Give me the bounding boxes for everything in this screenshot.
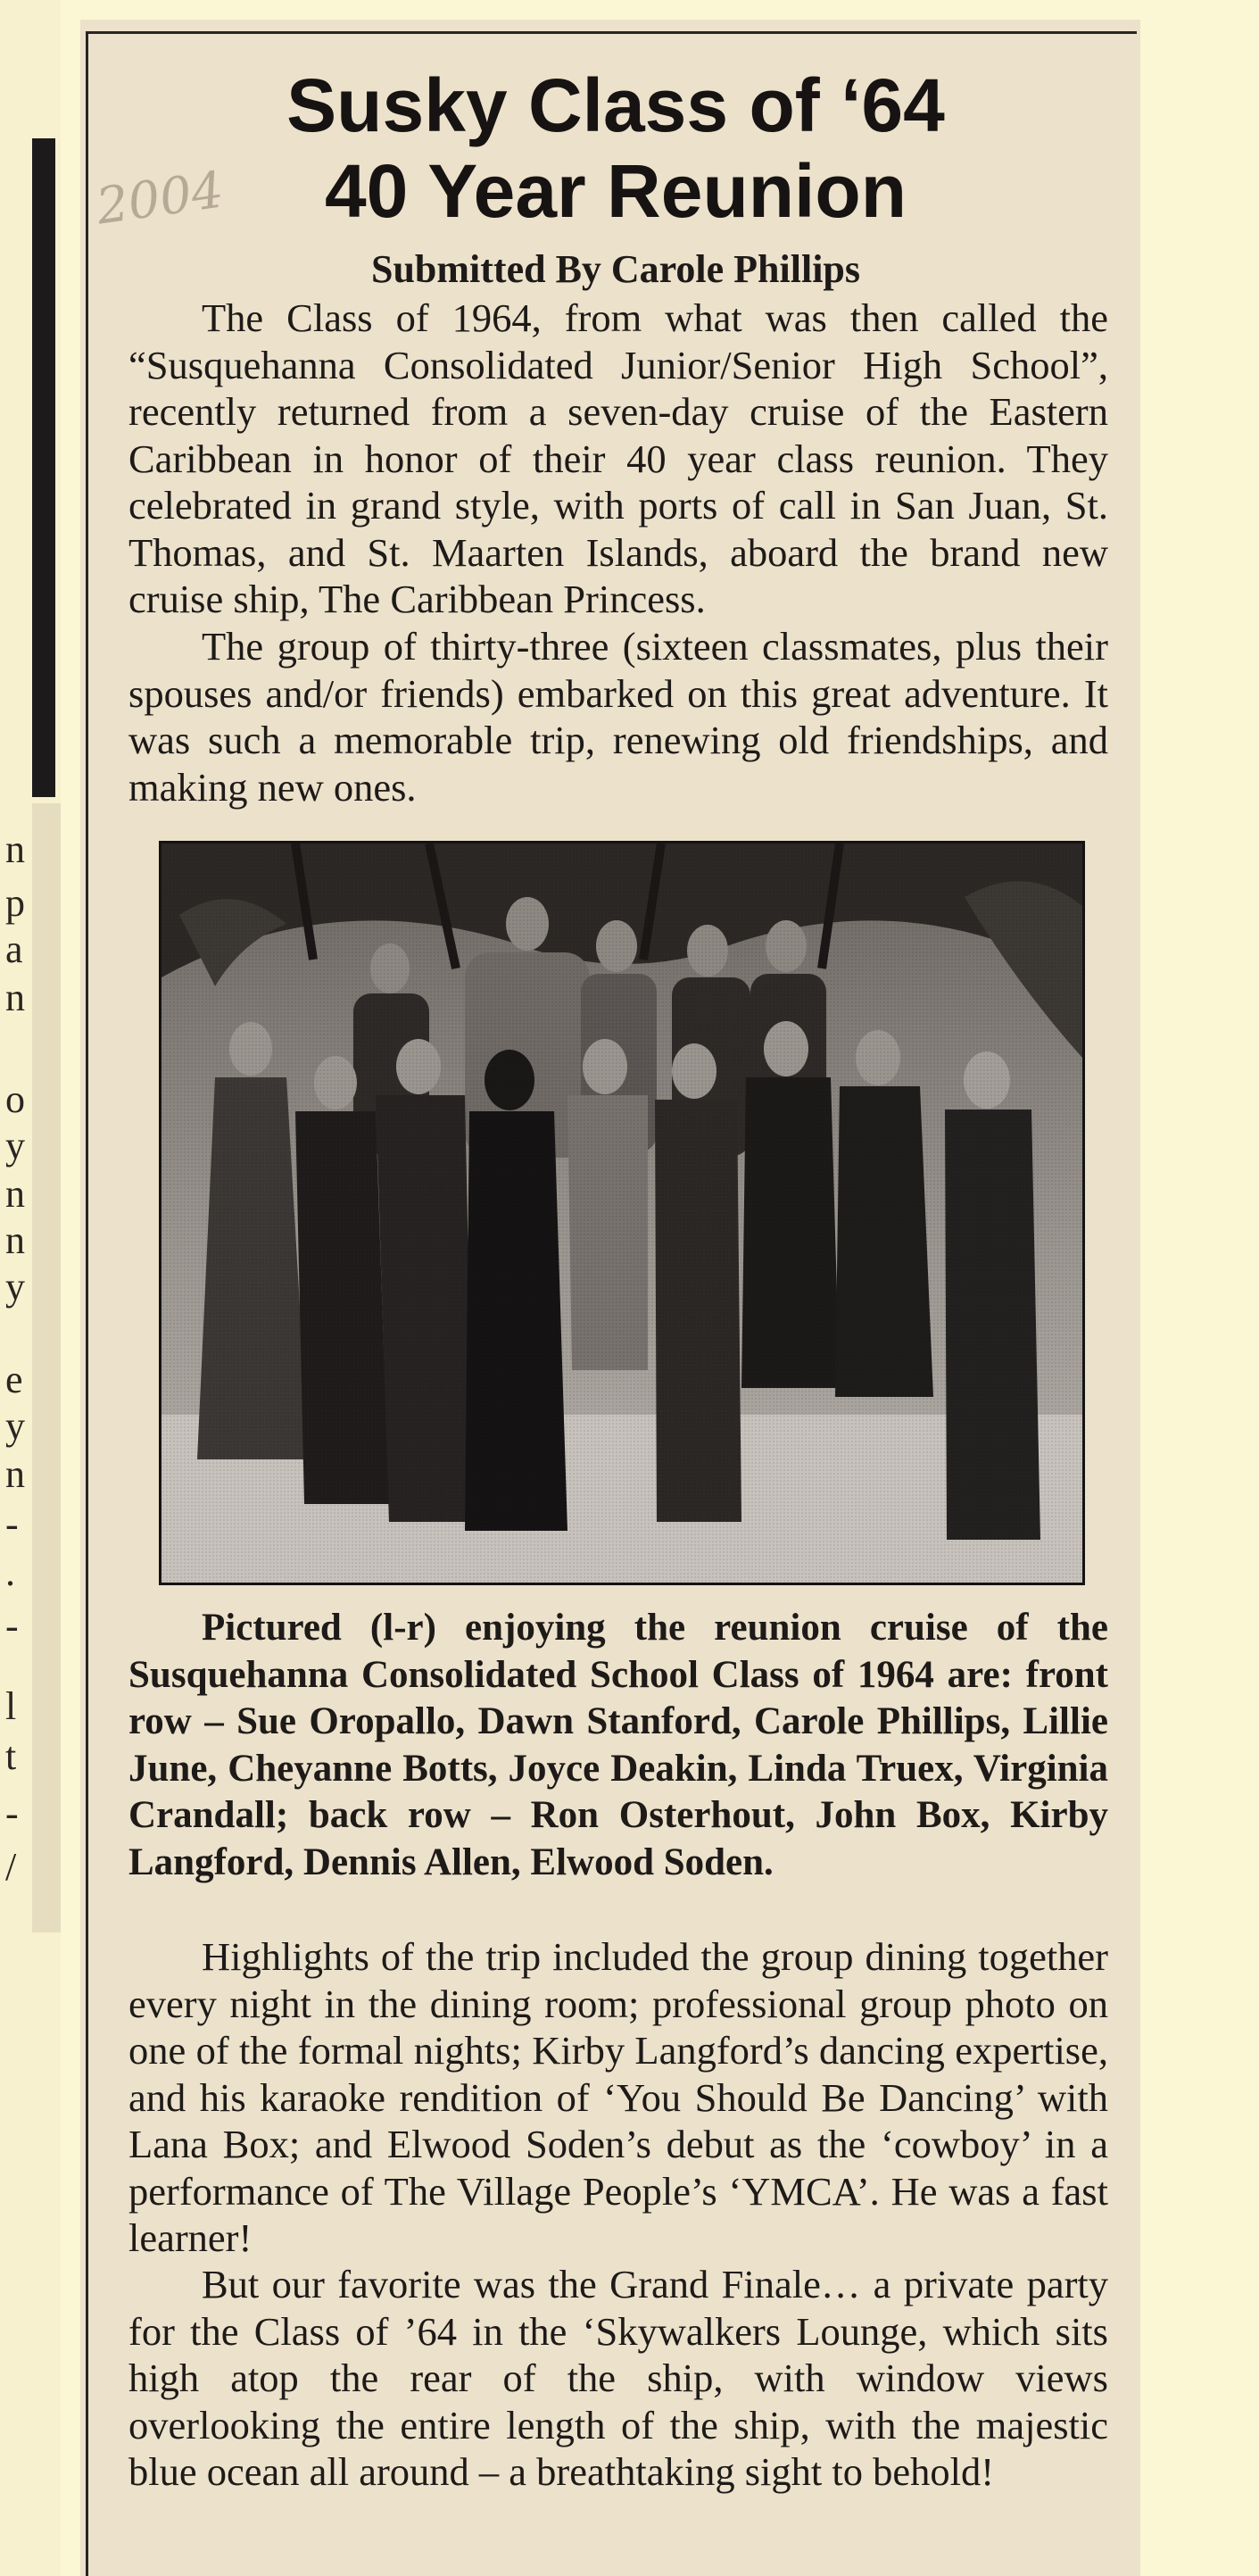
adjacent-column-letter: n — [5, 1172, 25, 1216]
adjacent-column-letter: p — [5, 881, 25, 925]
adjacent-column-letter: e — [5, 1358, 23, 1401]
article-paragraph-2: The group of thirty-three (sixteen classmates, plus their spouses and/or friends) embarked on this great adventure. It was such a memorable trip, renewing old friendships, and making new ones. — [128, 624, 1108, 810]
adjacent-column-letter: l — [5, 1684, 17, 1728]
adjacent-column-letter: / — [5, 1845, 17, 1889]
article-paragraph-3: Highlights of the trip included the group dining together every night in the dining room; professional group photo on one of the formal nights; Kirby Langford’s dancing expertise, and his karaoke rendition of ‘You Should Be Dancing’ with Lana Box; and Elwood Soden’s debut as the ‘cowboy’ in a performance of The Village People’s ‘YMCA’. He was a fast learner! — [128, 1934, 1108, 2260]
adjacent-column-letter: o — [5, 1077, 25, 1121]
clipping-top-rule — [86, 31, 1137, 34]
article-paragraph-1: The Class of 1964, from what was then called the “Susquehanna Consolidated Junior/Senior High School”, recently returned from a seven-day cruise of the Eastern Caribbean in honor of their 40 year class reunion. They celebrated in grand style, with ports of call in San Juan, St. Thomas, and St. Maarten Islands, aboard the brand new cruise ship, The Caribbean Princess. — [128, 295, 1108, 621]
adjacent-column-letter: - — [5, 1604, 19, 1648]
photo-caption: Pictured (l-r) enjoying the reunion cruise of the Susquehanna Consolidated School Class of 1964 are: front row – Sue Oropallo, Dawn Stanford, Carole Phillips, Lillie June, Cheyanne Botts, Joyce Deakin, Linda Truex, Virginia Crandall; back row – Ron Osterhout, John Box, Kirby Langford, Dennis Allen, Elwood Soden. — [128, 1607, 1108, 1883]
article-byline: Submitted By Carole Phillips — [370, 247, 861, 291]
headline-line-1: Susky Class of ‘64 — [286, 63, 945, 147]
adjacent-column-letter: n — [5, 1452, 25, 1496]
adjacent-column-letter: n — [5, 976, 25, 1019]
adjacent-column-black-bar — [32, 138, 55, 797]
article-paragraph-4: But our favorite was the Grand Finale… a private party for the Class of ’64 in the ‘Skywalkers Lounge, which sits high atop the rear of the ship, with window views overlooking the entire length of the ship, with the majestic blue ocean all around – a breathtaking sight to behold! — [128, 2262, 1108, 2494]
adjacent-column-letter: y — [5, 1404, 25, 1448]
adjacent-column-letter: n — [5, 827, 25, 871]
group-photo-image — [162, 843, 1082, 1583]
group-photo — [159, 841, 1085, 1585]
adjacent-column-letter: n — [5, 1218, 25, 1262]
adjacent-column-letter: . — [5, 1550, 15, 1594]
article-headline — [116, 62, 1115, 234]
adjacent-column-fragment — [32, 803, 61, 1932]
handwritten-year-note: 2004 — [93, 161, 228, 237]
adjacent-column-letter: t — [5, 1734, 17, 1778]
adjacent-column-letter: - — [5, 1502, 19, 1546]
adjacent-column-letter: y — [5, 1124, 25, 1168]
adjacent-column-letter: y — [5, 1265, 25, 1309]
clipping-left-rule — [86, 31, 88, 2576]
adjacent-column-letter: - — [5, 1791, 19, 1835]
adjacent-column-letter: a — [5, 927, 23, 971]
headline-line-2: 40 Year Reunion — [324, 149, 907, 233]
